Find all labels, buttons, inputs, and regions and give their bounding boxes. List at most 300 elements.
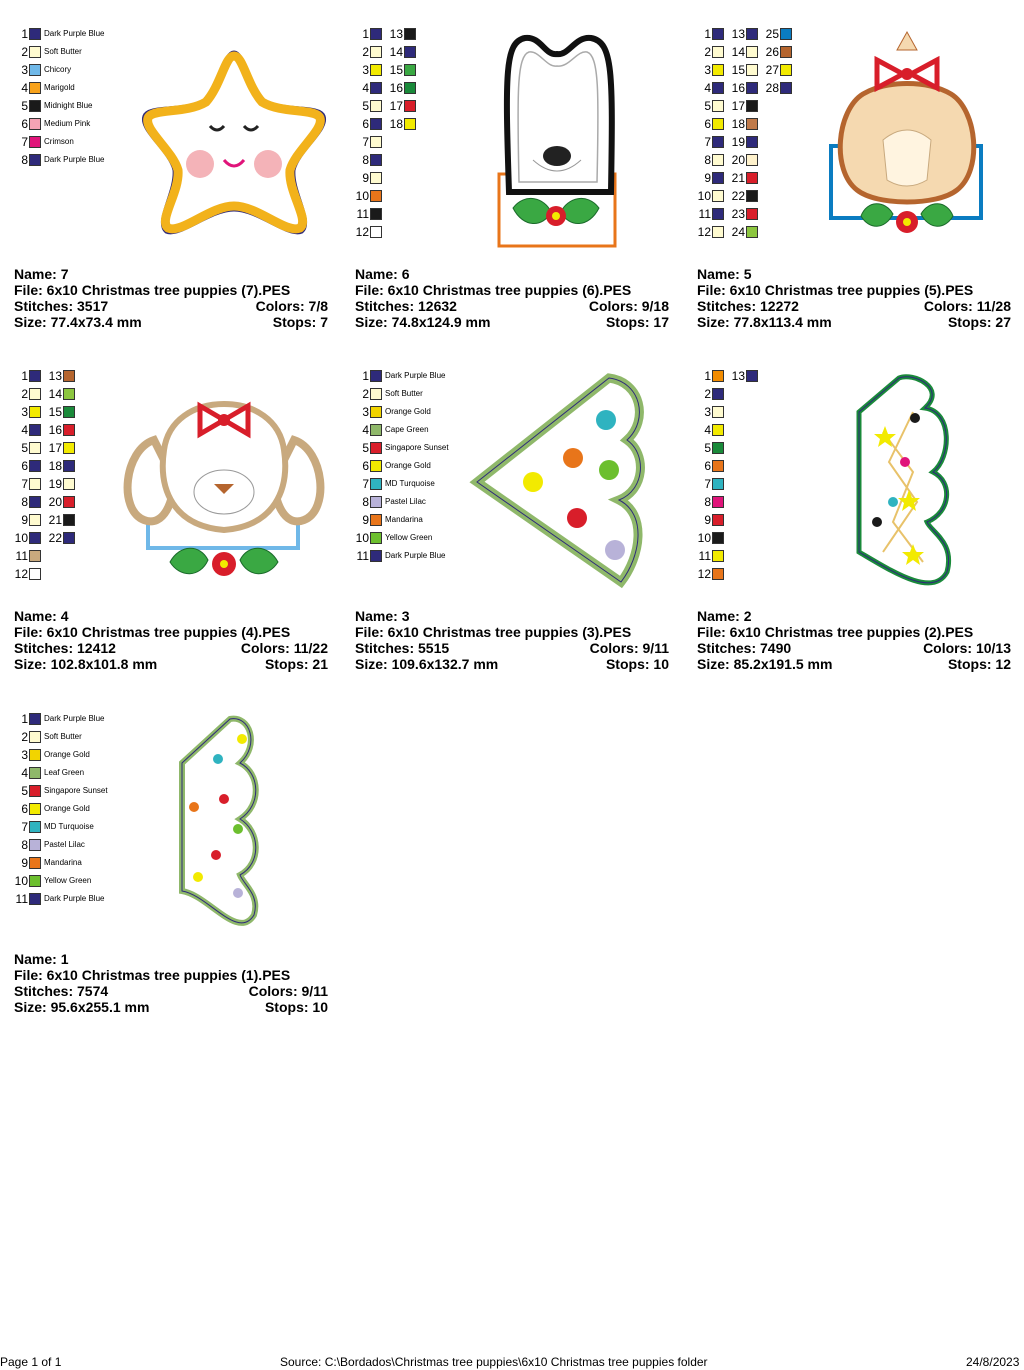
design-card-4: [14, 348, 344, 678]
info-stitches: [697, 640, 791, 656]
color-number: 17: [389, 99, 403, 113]
color-number: 25: [765, 27, 779, 41]
info-size: [14, 314, 142, 330]
info-stitches: [14, 640, 116, 656]
color-number: 15: [389, 63, 403, 77]
color-chip: [712, 550, 724, 562]
color-chip: [29, 424, 41, 436]
info-value: 21: [312, 656, 328, 672]
color-chip: [29, 803, 41, 815]
color-chip: [29, 28, 41, 40]
color-number: 8: [21, 495, 28, 509]
color-chip: [712, 442, 724, 454]
info-stitches: [14, 298, 108, 314]
color-name: Crimson: [44, 137, 74, 146]
color-chip: [29, 100, 41, 112]
color-number: 10: [697, 189, 711, 203]
color-name: Dark Purple Blue: [44, 714, 105, 723]
info-label: Stops:: [272, 314, 321, 330]
info-label: Stitches:: [14, 640, 78, 656]
info-line-size: [14, 314, 328, 330]
color-number: 11: [15, 892, 28, 906]
color-chip: [370, 46, 382, 58]
color-number: 6: [362, 459, 369, 473]
color-chip: [63, 388, 75, 400]
info-file: [697, 282, 973, 298]
color-chip: [370, 532, 382, 544]
info-value: 12412: [77, 640, 116, 656]
color-chip: [746, 82, 758, 94]
color-name: Orange Gold: [44, 750, 90, 759]
color-chip: [370, 388, 382, 400]
color-number: 17: [731, 99, 745, 113]
info-value: 6x10 Christmas tree puppies (5).PES: [729, 282, 974, 298]
color-chip: [370, 190, 382, 202]
color-number: 26: [765, 45, 779, 59]
color-chip: [746, 370, 758, 382]
color-chip: [712, 64, 724, 76]
info-label: File:: [355, 624, 388, 640]
info-value: 1: [60, 951, 69, 967]
color-number: 24: [731, 225, 745, 239]
color-chip: [29, 875, 41, 887]
info-label: File:: [14, 282, 47, 298]
color-name: Dark Purple Blue: [385, 371, 446, 380]
info-name: [14, 951, 68, 967]
color-number: 8: [704, 495, 711, 509]
design-card-2: [697, 348, 1024, 678]
color-number: 3: [704, 63, 711, 77]
color-name: Pastel Lilac: [385, 497, 426, 506]
color-chip: [746, 118, 758, 130]
color-number: 4: [704, 81, 711, 95]
info-size: [355, 314, 490, 330]
color-number: 5: [704, 441, 711, 455]
color-number: 8: [21, 153, 28, 167]
color-number: 7: [21, 135, 28, 149]
color-number: 7: [704, 477, 711, 491]
info-value: 7574: [77, 983, 109, 999]
info-label: Colors:: [589, 640, 643, 656]
color-number: 18: [48, 459, 62, 473]
color-chip: [29, 118, 41, 130]
color-chip: [746, 28, 758, 40]
color-number: 11: [698, 207, 711, 221]
color-chip: [370, 514, 382, 526]
color-number: 20: [731, 153, 745, 167]
info-value: 11/28: [976, 298, 1011, 314]
info-colors: [241, 640, 328, 656]
color-number: 18: [731, 117, 745, 131]
color-name: Mandarina: [385, 515, 423, 524]
design-info: [697, 608, 1011, 672]
info-label: Stops:: [264, 656, 313, 672]
info-value: 85.2x191.5 mm: [733, 656, 833, 672]
color-number: 1: [21, 27, 28, 41]
color-chip: [370, 136, 382, 148]
info-size: [697, 656, 832, 672]
color-number: 12: [697, 225, 711, 239]
color-number: 2: [704, 387, 711, 401]
info-colors: [589, 298, 669, 314]
color-chip: [29, 731, 41, 743]
color-number: 1: [21, 369, 28, 383]
info-value: 6x10 Christmas tree puppies (6).PES: [387, 282, 632, 298]
info-label: Colors:: [588, 298, 642, 314]
info-label: Colors:: [248, 983, 302, 999]
color-chip: [712, 460, 724, 472]
tree-segment-design: [469, 370, 655, 592]
color-name: Leaf Green: [44, 768, 85, 777]
color-chip: [712, 208, 724, 220]
color-number: 10: [14, 874, 28, 888]
info-line-stitches: [14, 640, 328, 656]
info-label: Stops:: [605, 656, 654, 672]
color-chip: [29, 550, 41, 562]
color-name: Yellow Green: [44, 876, 92, 885]
color-chip: [370, 226, 382, 238]
info-value: 6x10 Christmas tree puppies (3).PES: [387, 624, 632, 640]
info-line-size: [697, 314, 1011, 330]
info-label: Size:: [14, 314, 51, 330]
info-file: [355, 624, 631, 640]
color-chip: [712, 478, 724, 490]
info-value: 77.8x113.4 mm: [733, 314, 832, 330]
color-chip: [712, 82, 724, 94]
info-size: [355, 656, 498, 672]
info-label: Colors:: [255, 298, 309, 314]
info-label: Size:: [355, 656, 392, 672]
info-file: [697, 624, 973, 640]
info-size: [14, 656, 157, 672]
color-chip: [63, 478, 75, 490]
color-chip: [712, 370, 724, 382]
info-value: 7: [60, 266, 69, 282]
design-info: [355, 608, 669, 672]
info-value: 6: [401, 266, 410, 282]
info-label: Name:: [14, 266, 61, 282]
info-label: Name:: [697, 266, 744, 282]
info-label: Stitches:: [14, 298, 78, 314]
color-chip: [780, 64, 792, 76]
color-number: 3: [21, 748, 28, 762]
color-name: Dark Purple Blue: [385, 551, 446, 560]
color-number: 13: [389, 27, 403, 41]
info-value: 2: [743, 608, 752, 624]
color-number: 5: [21, 441, 28, 455]
info-line-name: [14, 266, 328, 282]
info-label: Size:: [14, 656, 51, 672]
color-number: 15: [48, 405, 62, 419]
color-chip: [29, 64, 41, 76]
info-file: [14, 282, 290, 298]
color-chip: [712, 514, 724, 526]
color-number: 2: [362, 387, 369, 401]
info-value: 9/18: [641, 298, 669, 314]
info-label: Stitches:: [697, 298, 761, 314]
color-number: 7: [362, 477, 369, 491]
color-chip: [746, 226, 758, 238]
color-number: 1: [362, 369, 369, 383]
info-name: [697, 266, 751, 282]
color-number: 5: [362, 441, 369, 455]
color-chip: [370, 82, 382, 94]
info-name: [355, 266, 409, 282]
color-name: Chicory: [44, 65, 72, 74]
color-chip: [29, 496, 41, 508]
footer-page: Page 1 of 1: [0, 1355, 62, 1369]
color-number: 5: [21, 784, 28, 798]
info-label: Name:: [14, 951, 61, 967]
info-value: 17: [653, 314, 669, 330]
color-chip: [712, 172, 724, 184]
color-chip: [370, 154, 382, 166]
info-file: [355, 282, 631, 298]
color-number: 4: [362, 81, 369, 95]
color-number: 11: [698, 549, 711, 563]
color-chip: [746, 136, 758, 148]
info-line-file: [355, 624, 669, 640]
color-chip: [370, 550, 382, 562]
info-label: Size:: [697, 314, 734, 330]
info-label: Colors:: [923, 298, 977, 314]
color-chip: [29, 460, 41, 472]
info-value: 5515: [418, 640, 450, 656]
info-line-file: [355, 282, 669, 298]
color-number: 4: [21, 423, 28, 437]
info-label: Stops:: [947, 314, 996, 330]
lights-segment-design: [853, 372, 957, 592]
info-line-name: [355, 608, 669, 624]
info-stops: [606, 314, 669, 330]
color-number: 3: [704, 405, 711, 419]
info-value: 9/11: [642, 640, 669, 656]
info-line-file: [14, 624, 328, 640]
color-name: Cape Green: [385, 425, 429, 434]
color-number: 4: [21, 81, 28, 95]
info-label: Name:: [355, 266, 402, 282]
color-number: 19: [731, 135, 745, 149]
color-name: Orange Gold: [385, 407, 431, 416]
design-info: [14, 608, 328, 672]
info-stops: [273, 314, 328, 330]
color-chip: [370, 442, 382, 454]
color-chip: [29, 514, 41, 526]
color-number: 15: [731, 63, 745, 77]
color-chip: [63, 532, 75, 544]
color-number: 8: [21, 838, 28, 852]
color-number: 4: [21, 766, 28, 780]
color-chip: [29, 154, 41, 166]
color-number: 2: [704, 45, 711, 59]
color-chip: [746, 154, 758, 166]
color-number: 10: [14, 531, 28, 545]
color-number: 14: [48, 387, 62, 401]
color-chip: [29, 893, 41, 905]
color-chip: [29, 713, 41, 725]
color-number: 5: [21, 99, 28, 113]
info-line-file: [14, 282, 328, 298]
info-label: Colors:: [923, 640, 976, 656]
color-number: 3: [21, 63, 28, 77]
info-line-size: [355, 314, 669, 330]
color-number: 1: [21, 712, 28, 726]
info-value: 4: [60, 608, 69, 624]
color-chip: [404, 82, 416, 94]
color-number: 10: [355, 531, 369, 545]
info-label: Stops:: [947, 656, 996, 672]
color-chip: [712, 190, 724, 202]
info-name: [14, 266, 68, 282]
color-number: 23: [731, 207, 745, 221]
bow-puppy-design: [827, 30, 987, 250]
color-number: 11: [356, 207, 369, 221]
info-stitches: [355, 298, 457, 314]
color-chip: [746, 172, 758, 184]
color-name: Medium Pink: [44, 119, 91, 128]
color-chip: [712, 568, 724, 580]
color-number: 1: [704, 27, 711, 41]
color-chip: [712, 406, 724, 418]
color-number: 7: [362, 135, 369, 149]
design-info: [14, 266, 328, 330]
color-number: 1: [704, 369, 711, 383]
info-line-name: [697, 266, 1011, 282]
color-number: 7: [21, 477, 28, 491]
color-number: 5: [362, 99, 369, 113]
color-name: MD Turquoise: [385, 479, 435, 488]
color-chip: [63, 442, 75, 454]
color-number: 4: [362, 423, 369, 437]
info-label: Stops:: [605, 314, 654, 330]
color-number: 19: [48, 477, 62, 491]
color-chip: [404, 64, 416, 76]
color-chip: [63, 370, 75, 382]
color-name: Marigold: [44, 83, 75, 92]
color-number: 6: [21, 459, 28, 473]
color-number: 9: [21, 856, 28, 870]
color-chip: [63, 424, 75, 436]
info-value: 7: [320, 314, 328, 330]
design-card-3: [355, 348, 685, 678]
color-chip: [29, 821, 41, 833]
color-chip: [370, 370, 382, 382]
color-chip: [746, 64, 758, 76]
color-name: Pastel Lilac: [44, 840, 85, 849]
color-name: Orange Gold: [385, 461, 431, 470]
info-value: 102.8x101.8 mm: [50, 656, 158, 672]
info-line-name: [14, 608, 328, 624]
info-line-stitches: [14, 983, 328, 999]
color-chip: [712, 154, 724, 166]
info-value: 3: [401, 608, 410, 624]
color-number: 10: [355, 189, 369, 203]
color-number: 7: [704, 135, 711, 149]
color-number: 13: [731, 27, 745, 41]
info-label: Name:: [355, 608, 402, 624]
color-name: Dark Purple Blue: [44, 155, 105, 164]
color-chip: [712, 532, 724, 544]
color-number: 5: [704, 99, 711, 113]
color-chip: [746, 190, 758, 202]
info-label: Colors:: [240, 640, 294, 656]
color-chip: [746, 46, 758, 58]
color-chip: [29, 82, 41, 94]
color-number: 17: [48, 441, 62, 455]
info-stitches: [14, 983, 108, 999]
info-label: File:: [697, 282, 730, 298]
color-chip: [712, 424, 724, 436]
info-colors: [924, 298, 1011, 314]
info-line-stitches: [355, 640, 669, 656]
floppy-ear-puppy-design: [114, 380, 334, 588]
color-name: Soft Butter: [44, 732, 82, 741]
info-stitches: [355, 640, 449, 656]
design-info: [697, 266, 1011, 330]
info-value: 5: [743, 266, 752, 282]
color-number: 10: [697, 531, 711, 545]
color-chip: [370, 172, 382, 184]
info-value: 6x10 Christmas tree puppies (1).PES: [46, 967, 291, 983]
color-chip: [63, 496, 75, 508]
design-card-7: [14, 6, 344, 336]
color-chip: [29, 749, 41, 761]
color-chip: [370, 406, 382, 418]
color-number: 9: [21, 513, 28, 527]
color-chip: [746, 208, 758, 220]
info-line-stitches: [697, 640, 1011, 656]
info-value: 6x10 Christmas tree puppies (7).PES: [46, 282, 291, 298]
color-chip: [780, 28, 792, 40]
color-chip: [370, 100, 382, 112]
info-label: Name:: [14, 608, 61, 624]
color-chip: [29, 568, 41, 580]
color-chip: [712, 46, 724, 58]
color-chip: [712, 226, 724, 238]
color-chip: [63, 460, 75, 472]
color-name: Singapore Sunset: [385, 443, 449, 452]
color-chip: [29, 370, 41, 382]
info-stops: [265, 656, 328, 672]
info-value: 9/11: [301, 983, 328, 999]
color-number: 8: [704, 153, 711, 167]
info-value: 7/8: [308, 298, 328, 314]
color-number: 6: [362, 117, 369, 131]
color-chip: [29, 839, 41, 851]
color-number: 20: [48, 495, 62, 509]
info-line-stitches: [697, 298, 1011, 314]
info-stops: [265, 999, 328, 1015]
info-line-size: [697, 656, 1011, 672]
color-chip: [370, 28, 382, 40]
info-size: [697, 314, 832, 330]
color-number: 13: [48, 369, 62, 383]
info-value: 6x10 Christmas tree puppies (2).PES: [729, 624, 974, 640]
color-chip: [780, 46, 792, 58]
color-chip: [29, 785, 41, 797]
info-value: 27: [995, 314, 1011, 330]
color-chip: [404, 28, 416, 40]
color-chip: [370, 460, 382, 472]
info-value: 95.6x255.1 mm: [50, 999, 150, 1015]
info-name: [355, 608, 409, 624]
color-name: Orange Gold: [44, 804, 90, 813]
info-file: [14, 967, 290, 983]
info-line-name: [697, 608, 1011, 624]
color-number: 2: [21, 730, 28, 744]
info-value: 3517: [77, 298, 109, 314]
color-chip: [712, 28, 724, 40]
